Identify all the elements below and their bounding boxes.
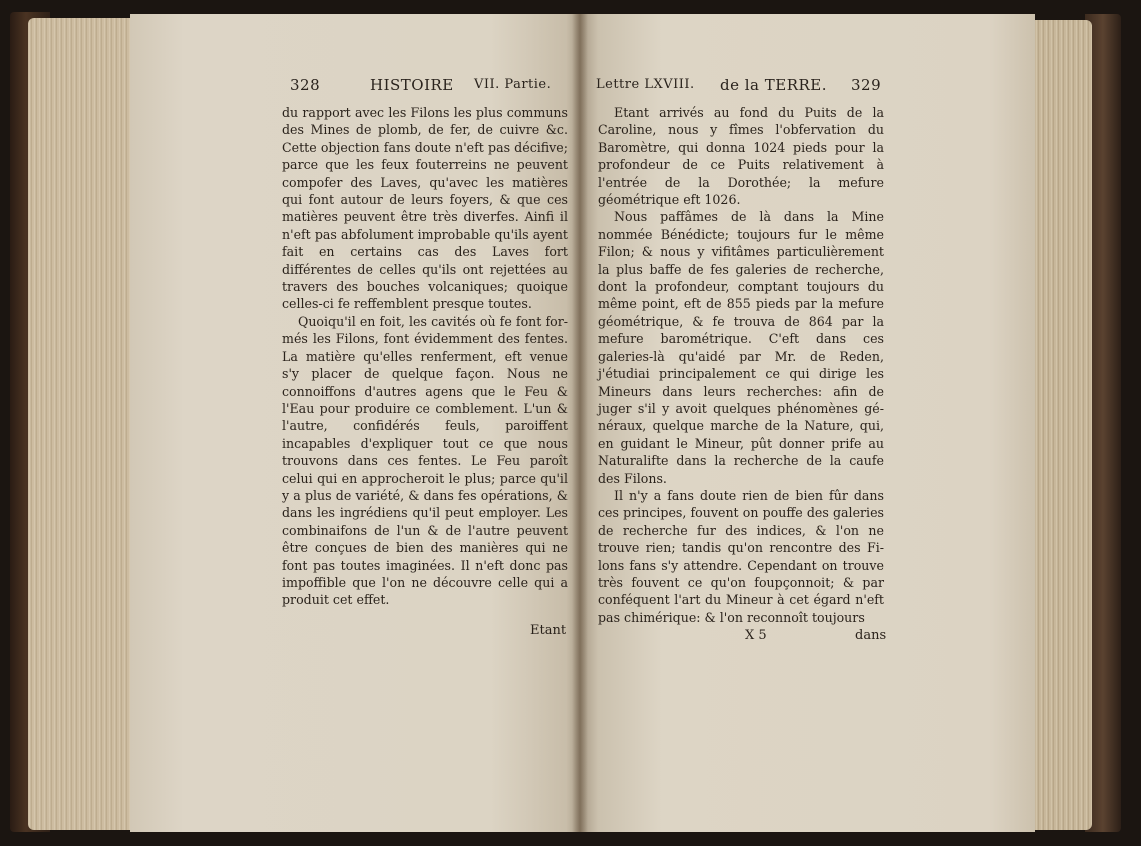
right-running-letter: Lettre LXVIII. (596, 77, 695, 92)
right-page-edges (1030, 20, 1092, 830)
left-catchword: Etant (530, 623, 567, 638)
left-page-number: 328 (290, 76, 321, 94)
left-running-part: VII. Partie. (474, 77, 552, 92)
right-signature-mark: X 5 (745, 628, 767, 643)
left-running-title: HISTOIRE (370, 76, 454, 94)
right-paragraph: Etant arrivés au fond du Puits de la Caroline, nous y fîmes l'obfervation du Baromètre, qui donna 1024 pieds pour la profondeur de ce Puits relativement à l'entrée de la Dorothée; la mefure géométrique eft 1026. (598, 105, 884, 208)
right-paragraph: Nous paffâmes de là dans la Mine nommée Bénédicte; toujours fur le même Filon; & nous y vifitâmes particulièrement la plus baffe de fes galeries de recherche, dont la profondeur, comptant toujours du même point, eft de 855 pieds par la mefure géométrique, & fe trouva de 864 par la mefure barométrique. C'eft dans ces galeries-là qu'aidé par Mr. de Reden, j'étudiai principalement ce qui dirige les Mineurs dans leurs recherches: afin de juger s'il y avoit quelques phénomènes généraux, quelque marche de la Nature, qui, en guidant le Mineur, pût donner prife au Naturalifte dans la recherche de la caufe des Filons. (598, 209, 884, 486)
right-text-block (598, 104, 884, 626)
right-catchword: dans (855, 628, 887, 643)
left-text-block (282, 104, 568, 609)
left-page-edges (28, 18, 138, 830)
left-paragraph: du rapport avec les Filons les plus communs des Mines de plomb, de fer, de cuivre &c. Cette objection fans doute n'eft pas décifive; parce que les feux fouterreins ne peuvent compofer des Laves, qu'avec les matières qui font autour de leurs foyers, & que ces matières peuvent être très diverfes. Ainfi il n'eft pas abfolument improbable qu'ils ayent fait en certains cas des Laves fort différentes de celles qu'ils ont rejettées au travers des bouches volcaniques; quoique celles-ci fe reffemblent presque toutes. (282, 105, 568, 312)
book-gutter (572, 14, 588, 832)
right-page-number: 329 (851, 76, 882, 94)
left-paragraph: Quoiqu'il en foit, les cavités où fe font formés les Filons, font évidemment des fentes. La matière qu'elles renferment, eft venue s'y placer de quelque façon. Nous ne connoiffons d'autres agens que le Feu & l'Eau pour produire ce comblement. L'un & l'autre, confidérés feuls, paroiffent incapables d'expliquer tout ce que nous trouvons dans ces fentes. Le Feu paroît celui qui en approcheroit le plus; parce qu'il y a plus de variété, & dans fes opérations, & dans les ingrédiens qu'il peut employer. Les combinaifons de l'un & de l'autre peuvent être conçues de bien des manières qui ne font pas toutes imaginées. Il n'eft donc pas impoffible que l'on ne découvre celle qui a produit cet effet. (282, 313, 568, 608)
right-paragraph: Il n'y a fans doute rien de bien fûr dans ces principes, fouvent on pouffe des galeries de recherche fur des indices, & l'on ne trouve rien; tandis qu'on rencontre des Filons fans s'y attendre. Cependant on trouve très fouvent ce qu'on foupçonnoit; & par conféquent l'art du Mineur à cet égard n'eft pas chimérique: & l'on reconnoît toujours (598, 487, 884, 625)
right-running-title: de la TERRE. (720, 76, 828, 94)
